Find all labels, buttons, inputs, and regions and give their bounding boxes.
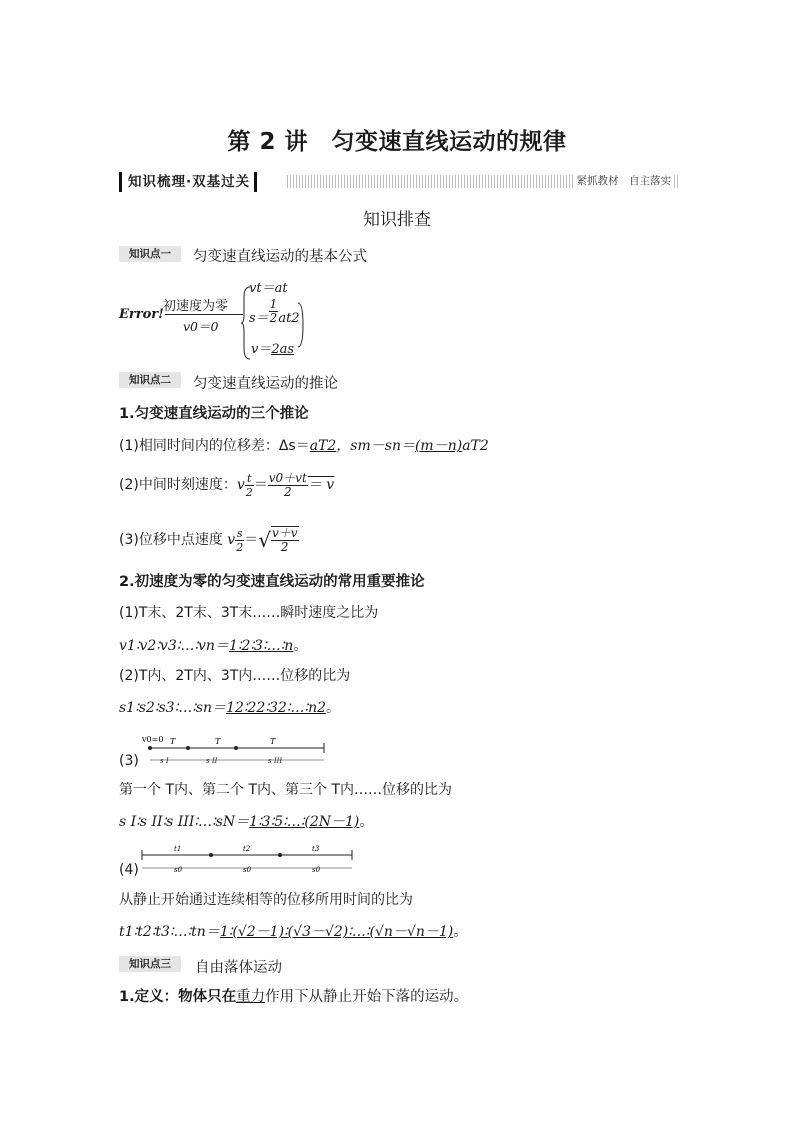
section-banner	[119, 172, 678, 192]
ratio-3-formula: s I∶s II∶s III∶…∶sN＝1∶3∶5∶…∶(2N－1)。	[119, 814, 374, 830]
diagram4-t3: t3	[312, 845, 320, 853]
ratio-4-text: 从静止开始通过连续相等的位移所用时间的比为	[119, 892, 413, 908]
diagram-point-1	[186, 746, 190, 750]
ratio-3-label: (3)	[119, 753, 139, 769]
ratio-1-text: (1)T末、2T末、3T末……瞬时速度之比为	[119, 605, 379, 621]
sqrt-icon: √	[258, 528, 271, 552]
kp2-heading: 匀变速直线运动的推论	[193, 376, 338, 392]
page-title: 第 2 讲 匀变速直线运动的规律	[227, 129, 567, 155]
kp1-heading: 匀变速直线运动的基本公式	[193, 249, 367, 265]
error-marker: Error!	[119, 307, 164, 322]
rule-mid-time-velocity: (2)中间时刻速度：v $\frac{t}{2}$ ＝ $\frac{v0+vt}{2}$ ＝ v	[119, 470, 335, 499]
rule-mid-position-velocity: (3)位移中点速度 v $\frac{s}{2}$ ＝√ $\frac{v+v}{2}$	[119, 526, 298, 554]
kp2-subheading-2: 2.初速度为零的匀变速直线运动的常用重要推论	[119, 574, 425, 590]
kp3-heading: 自由落体运动	[195, 960, 282, 976]
diagram-sII: s II	[206, 757, 218, 765]
diagram4-point-1	[209, 853, 213, 857]
diagram-v0-label: v0=0	[142, 735, 164, 744]
diagram-point-2	[234, 746, 238, 750]
kp2-subheading-1: 1.匀变速直线运动的三个推论	[119, 406, 309, 422]
formula-velocity: vt＝at	[249, 281, 288, 296]
section-title: 知识排查	[363, 210, 431, 230]
diagram4-point-2	[278, 853, 282, 857]
ratio-3-text: 第一个 T内、第二个 T内、第三个 T内……位移的比为	[119, 782, 453, 798]
right-brace	[297, 285, 305, 361]
ratio-2-formula: s1∶s2∶s3∶…∶sn＝12∶22∶32∶…∶n2。	[119, 700, 341, 716]
equal-time-diagram	[138, 734, 328, 770]
diagram4-s0-1: s0	[174, 866, 183, 874]
ratio-4-formula: t1∶t2∶t3∶…∶tn＝1∶(√2－1)∶(√3－√2)∶…∶(√n－√n－1)。	[119, 924, 468, 940]
kp1-tag: 知识点一	[119, 246, 181, 262]
ratio-1-formula: v1∶v2∶v3∶…∶vn＝1∶2∶3∶…∶n。	[119, 638, 308, 654]
condition-bottom: v0＝0	[183, 319, 219, 334]
diagram-point-0	[148, 746, 152, 750]
ratio-2-text: (2)T内、2T内、3T内……位移的比为	[119, 668, 351, 684]
kp3-tag: 知识点三	[119, 956, 181, 972]
equal-displacement-diagram	[138, 843, 358, 877]
diagram-T2: T	[215, 737, 221, 746]
diagram4-s0-2: s0	[243, 866, 252, 874]
condition-arrow	[165, 314, 243, 315]
banner-left-label: 知识梳理·双基过关	[119, 172, 257, 192]
rule-displacement-difference: (1)相同时间内的位移差：Δs＝aT2，sm－sn＝(m－n)aT2	[119, 438, 489, 454]
diagram4-t2: t2	[243, 845, 251, 853]
diagram-T3: T	[270, 737, 276, 746]
condition-top: 初速度为零	[163, 299, 229, 314]
formula-velocity-squared: v＝2as	[251, 342, 295, 357]
diagram-sIII: s III	[268, 757, 283, 765]
basic-formulas-block	[119, 275, 419, 360]
diagram-sI: s I	[160, 757, 169, 765]
diagram4-t1: t1	[174, 845, 182, 853]
formula-displacement: s＝ $\frac{1}{2}$ at2	[249, 297, 300, 326]
banner-right-label: 紧抓教材 自主落实	[574, 173, 675, 190]
diagram-T1: T	[170, 737, 176, 746]
kp2-tag: 知识点二	[119, 372, 181, 388]
diagram4-s0-3: s0	[312, 866, 321, 874]
ratio-4-label: (4)	[119, 862, 139, 878]
free-fall-definition: 1.定义：物体只在重力作用下从静止开始下落的运动。	[119, 989, 469, 1005]
